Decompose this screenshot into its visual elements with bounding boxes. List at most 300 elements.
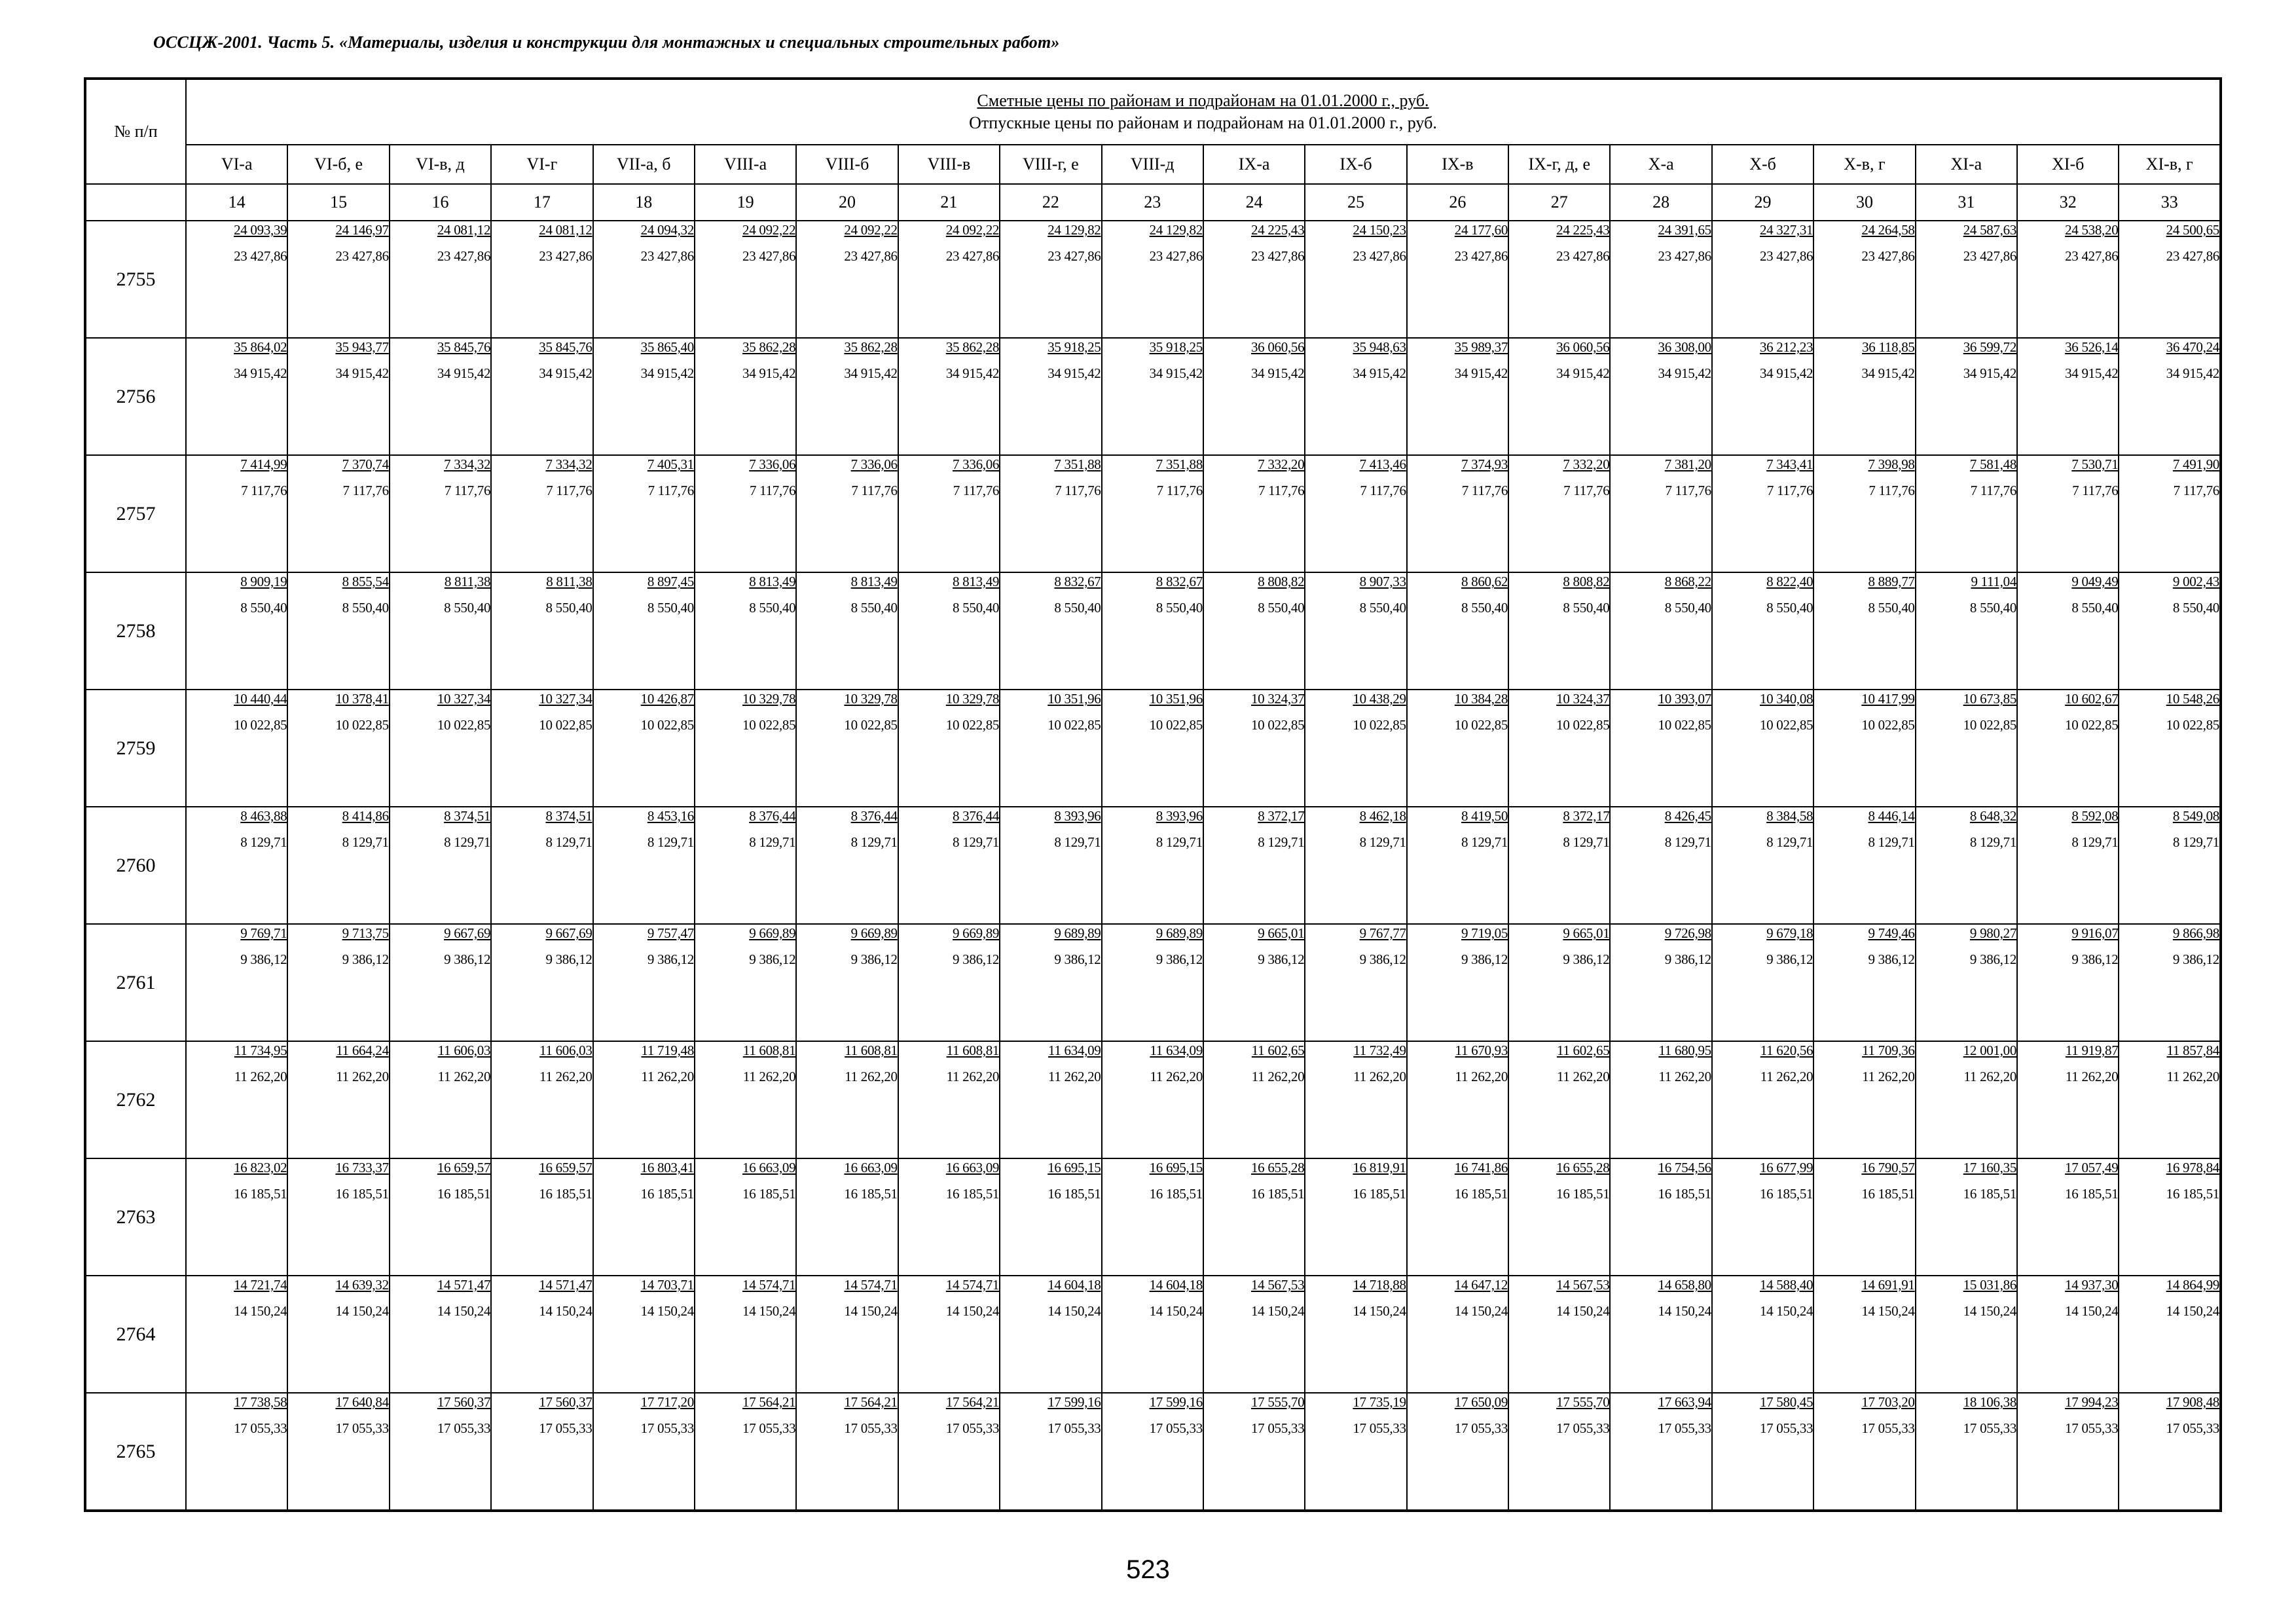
estimate-price: 16 823,02 <box>234 1160 287 1175</box>
price-cell <box>1508 924 1610 1041</box>
price-cell <box>287 221 389 338</box>
price-cell <box>796 807 898 924</box>
price-cell <box>1102 807 1203 924</box>
price-cell <box>796 1393 898 1511</box>
estimate-price: 14 658,80 <box>1658 1277 1711 1293</box>
release-price: 10 022,85 <box>437 717 491 733</box>
price-cell <box>695 1158 796 1276</box>
price-cell <box>898 338 1000 455</box>
estimate-price: 11 670,93 <box>1455 1043 1508 1058</box>
region-header: VIII-в <box>898 145 1000 184</box>
estimate-price: 14 567,53 <box>1556 1277 1610 1293</box>
estimate-price: 16 790,57 <box>1861 1160 1915 1175</box>
price-cell <box>390 924 491 1041</box>
row-number: 2764 <box>85 1276 186 1393</box>
price-cell <box>1203 1041 1305 1158</box>
price-cell <box>1203 572 1305 690</box>
release-price: 8 129,71 <box>2172 834 2219 850</box>
price-cell <box>1916 1041 2017 1158</box>
price-cell <box>2119 1041 2221 1158</box>
estimate-price: 11 606,03 <box>437 1043 491 1058</box>
price-cell <box>1102 221 1203 338</box>
price-cell <box>1203 1158 1305 1276</box>
column-number: 25 <box>1305 184 1406 221</box>
price-cell <box>287 572 389 690</box>
price-cell <box>186 1393 287 1511</box>
estimate-price: 11 709,36 <box>1862 1043 1915 1058</box>
price-cell <box>2119 221 2221 338</box>
price-cell <box>593 338 695 455</box>
release-price: 14 150,24 <box>234 1303 287 1319</box>
estimate-price: 36 118,85 <box>1862 339 1915 355</box>
release-price: 10 022,85 <box>1963 717 2017 733</box>
price-cell <box>491 1393 592 1511</box>
table-row <box>85 338 2221 455</box>
price-cell <box>2017 572 2119 690</box>
release-price: 8 129,71 <box>1258 834 1305 850</box>
release-price: 8 550,40 <box>1258 600 1305 616</box>
release-price: 8 129,71 <box>1461 834 1508 850</box>
release-price: 16 185,51 <box>1250 1186 1305 1202</box>
price-cell <box>2119 338 2221 455</box>
release-price: 10 022,85 <box>1149 717 1203 733</box>
price-cell <box>186 1158 287 1276</box>
estimate-price: 24 538,20 <box>2065 222 2119 238</box>
estimate-price: 9 757,47 <box>647 925 694 941</box>
release-price: 34 915,42 <box>2166 365 2219 381</box>
release-price: 23 427,86 <box>234 248 287 264</box>
price-cell <box>1916 690 2017 807</box>
release-price: 11 262,20 <box>437 1069 491 1084</box>
price-cell <box>898 455 1000 572</box>
release-price: 9 386,12 <box>545 951 592 967</box>
release-price: 9 386,12 <box>2172 951 2219 967</box>
price-cell <box>1102 1393 1203 1511</box>
release-price: 14 150,24 <box>1149 1303 1203 1319</box>
release-price: 9 386,12 <box>1766 951 1813 967</box>
release-price: 8 550,40 <box>1868 600 1915 616</box>
price-cell <box>1305 807 1406 924</box>
price-cell <box>1407 338 1508 455</box>
price-cell <box>1508 572 1610 690</box>
estimate-price: 10 340,08 <box>1759 691 1813 707</box>
region-header: IX-г, д, е <box>1508 145 1610 184</box>
estimate-price: 8 813,49 <box>749 574 796 589</box>
price-cell <box>695 807 796 924</box>
estimate-price: 7 414,99 <box>240 456 287 472</box>
price-cell <box>898 690 1000 807</box>
estimate-price: 8 463,88 <box>240 808 287 824</box>
release-price: 17 055,33 <box>539 1420 592 1436</box>
release-price: 7 117,76 <box>1868 483 1915 498</box>
price-cell <box>1712 924 1813 1041</box>
release-price: 8 129,71 <box>647 834 694 850</box>
estimate-price: 10 438,29 <box>1353 691 1406 707</box>
estimate-price: 14 588,40 <box>1759 1277 1813 1293</box>
release-price: 23 427,86 <box>1861 248 1915 264</box>
price-cell <box>491 455 592 572</box>
release-price: 8 550,40 <box>1969 600 2017 616</box>
release-price: 16 185,51 <box>1963 1186 2017 1202</box>
estimate-price: 35 845,76 <box>539 339 592 355</box>
release-price: 7 117,76 <box>1970 483 2017 498</box>
estimate-price: 8 372,17 <box>1258 808 1305 824</box>
release-price: 7 117,76 <box>1360 483 1406 498</box>
release-price: 14 150,24 <box>1048 1303 1101 1319</box>
price-cell <box>898 221 1000 338</box>
release-price: 34 915,42 <box>1149 365 1203 381</box>
estimate-price: 9 767,77 <box>1359 925 1406 941</box>
release-price: 8 129,71 <box>1766 834 1813 850</box>
release-price: 34 915,42 <box>234 365 287 381</box>
estimate-price: 14 571,47 <box>539 1277 592 1293</box>
price-cell <box>1102 455 1203 572</box>
price-cell <box>1813 455 1915 572</box>
release-price: 7 117,76 <box>444 483 491 498</box>
estimate-price: 17 717,20 <box>640 1394 694 1410</box>
price-cell <box>1610 1276 1711 1393</box>
release-price: 14 150,24 <box>742 1303 796 1319</box>
price-cell <box>1610 338 1711 455</box>
release-price: 10 022,85 <box>2065 717 2119 733</box>
release-price: 11 262,20 <box>1658 1069 1711 1084</box>
estimate-price: 35 989,37 <box>1454 339 1508 355</box>
price-cell <box>2017 455 2119 572</box>
release-price: 34 915,42 <box>1861 365 1915 381</box>
estimate-price: 9 713,75 <box>342 925 389 941</box>
release-price: 8 129,71 <box>1664 834 1711 850</box>
release-price: 8 550,40 <box>444 600 491 616</box>
price-cell <box>1916 1276 2017 1393</box>
price-cell <box>1102 1158 1203 1276</box>
estimate-price: 24 225,43 <box>1556 222 1610 238</box>
price-cell <box>1712 221 1813 338</box>
release-price: 10 022,85 <box>1861 717 1915 733</box>
estimate-price: 8 897,45 <box>647 574 694 589</box>
estimate-price: 7 381,20 <box>1664 456 1711 472</box>
release-price: 10 022,85 <box>539 717 592 733</box>
release-price: 14 150,24 <box>335 1303 389 1319</box>
estimate-price: 7 334,32 <box>444 456 491 472</box>
price-cell <box>491 690 592 807</box>
row-number: 2765 <box>85 1393 186 1511</box>
release-price: 8 550,40 <box>1359 600 1406 616</box>
row-number: 2759 <box>85 690 186 807</box>
estimate-price: 8 592,08 <box>2071 808 2119 824</box>
release-price: 10 022,85 <box>1658 717 1711 733</box>
price-cell <box>1712 1393 1813 1511</box>
price-cell <box>491 221 592 338</box>
region-header: X-а <box>1610 145 1711 184</box>
column-number: 18 <box>593 184 695 221</box>
release-price: 34 915,42 <box>844 365 898 381</box>
release-price: 16 185,51 <box>539 1186 592 1202</box>
estimate-price: 10 324,37 <box>1250 691 1305 707</box>
release-price: 10 022,85 <box>945 717 1000 733</box>
page-number: 523 <box>1126 1555 1170 1584</box>
estimate-price: 7 336,06 <box>749 456 796 472</box>
estimate-price: 8 393,96 <box>1054 808 1101 824</box>
estimate-price: 14 864,99 <box>2166 1277 2219 1293</box>
price-cell <box>1916 338 2017 455</box>
estimate-price: 17 560,37 <box>539 1394 592 1410</box>
release-price: 23 427,86 <box>1149 248 1203 264</box>
estimate-price: 11 634,09 <box>1048 1043 1101 1058</box>
estimate-price: 24 092,22 <box>844 222 898 238</box>
table-row <box>85 1158 2221 1276</box>
release-price: 11 262,20 <box>539 1069 592 1084</box>
price-cell <box>1305 1393 1406 1511</box>
price-cell <box>1000 338 1101 455</box>
estimate-price: 10 417,99 <box>1861 691 1915 707</box>
estimate-price: 9 111,04 <box>1971 574 2017 589</box>
estimate-price: 8 374,51 <box>545 808 592 824</box>
num-column-header: № п/п <box>85 79 186 184</box>
estimate-price: 10 548,26 <box>2166 691 2219 707</box>
release-price: 7 117,76 <box>647 483 694 498</box>
estimate-price: 10 673,85 <box>1963 691 2017 707</box>
release-price: 8 550,40 <box>1766 600 1813 616</box>
release-price: 8 129,71 <box>444 834 491 850</box>
release-price: 16 185,51 <box>1861 1186 1915 1202</box>
release-price: 7 117,76 <box>2072 483 2119 498</box>
estimate-price: 9 665,01 <box>1563 925 1610 941</box>
estimate-price: 16 663,09 <box>945 1160 1000 1175</box>
price-cell <box>593 572 695 690</box>
release-price: 34 915,42 <box>945 365 1000 381</box>
release-price: 17 055,33 <box>844 1420 898 1436</box>
estimate-price: 7 332,20 <box>1563 456 1610 472</box>
release-price: 9 386,12 <box>444 951 491 967</box>
estimate-price: 17 580,45 <box>1759 1394 1813 1410</box>
price-cell <box>1508 1041 1610 1158</box>
price-cell <box>186 455 287 572</box>
estimate-price: 9 719,05 <box>1461 925 1508 941</box>
estimate-price: 8 549,08 <box>2172 808 2219 824</box>
estimate-price: 16 741,86 <box>1454 1160 1508 1175</box>
region-header: XI-б <box>2017 145 2119 184</box>
release-price: 9 386,12 <box>1969 951 2017 967</box>
estimate-price: 35 865,40 <box>640 339 694 355</box>
estimate-price: 35 943,77 <box>335 339 389 355</box>
price-cell <box>898 1276 1000 1393</box>
region-header: X-в, г <box>1813 145 1915 184</box>
release-price: 14 150,24 <box>437 1303 491 1319</box>
release-price: 16 185,51 <box>2166 1186 2219 1202</box>
price-cell <box>593 221 695 338</box>
estimate-price: 11 608,81 <box>946 1043 1000 1058</box>
release-price: 14 150,24 <box>1556 1303 1610 1319</box>
price-cell <box>1813 338 1915 455</box>
release-price: 7 117,76 <box>1258 483 1305 498</box>
price-cell <box>1102 1276 1203 1393</box>
price-cell <box>796 221 898 338</box>
release-price: 34 915,42 <box>437 365 491 381</box>
release-price: 11 262,20 <box>845 1069 898 1084</box>
price-cell <box>1813 924 1915 1041</box>
row-number: 2761 <box>85 924 186 1041</box>
estimate-price: 10 378,41 <box>335 691 389 707</box>
estimate-price: 16 819,91 <box>1353 1160 1406 1175</box>
price-cell <box>1203 338 1305 455</box>
estimate-price: 17 599,16 <box>1149 1394 1203 1410</box>
estimate-price: 8 832,67 <box>1156 574 1203 589</box>
price-cell <box>1305 924 1406 1041</box>
region-header: XI-в, г <box>2119 145 2221 184</box>
price-cell <box>1610 690 1711 807</box>
estimate-price: 10 384,28 <box>1454 691 1508 707</box>
release-price: 8 129,71 <box>1054 834 1101 850</box>
release-price: 17 055,33 <box>2166 1420 2219 1436</box>
price-cell <box>2017 338 2119 455</box>
price-cell <box>1305 1041 1406 1158</box>
column-number: 30 <box>1813 184 1915 221</box>
price-cell <box>1610 572 1711 690</box>
release-price: 8 550,40 <box>545 600 592 616</box>
release-price: 34 915,42 <box>539 365 592 381</box>
release-price-header: Отпускные цены по районам и подрайонам на 01.01.2000 г., руб. <box>969 113 1437 132</box>
estimate-price: 7 491,90 <box>2172 456 2219 472</box>
price-cell <box>1305 1276 1406 1393</box>
price-cell <box>1000 924 1101 1041</box>
estimate-price: 36 060,56 <box>1556 339 1610 355</box>
estimate-price: 35 862,28 <box>742 339 796 355</box>
region-header: VIII-д <box>1102 145 1203 184</box>
price-cell <box>1712 455 1813 572</box>
release-price: 14 150,24 <box>1861 1303 1915 1319</box>
release-price: 11 262,20 <box>1556 1069 1610 1084</box>
price-cell <box>287 455 389 572</box>
release-price: 34 915,42 <box>1759 365 1813 381</box>
release-price: 8 550,40 <box>1664 600 1711 616</box>
estimate-price: 17 599,16 <box>1048 1394 1101 1410</box>
release-price: 23 427,86 <box>640 248 694 264</box>
release-price: 14 150,24 <box>1658 1303 1711 1319</box>
price-cell <box>1916 807 2017 924</box>
estimate-price: 16 659,57 <box>539 1160 592 1175</box>
price-cell <box>1102 690 1203 807</box>
region-header: VI-в, д <box>390 145 491 184</box>
price-cell <box>1000 455 1101 572</box>
estimate-price: 14 574,71 <box>945 1277 1000 1293</box>
release-price: 8 550,40 <box>850 600 898 616</box>
release-price: 7 117,76 <box>1766 483 1813 498</box>
region-header: VIII-г, е <box>1000 145 1101 184</box>
release-price: 16 185,51 <box>742 1186 796 1202</box>
release-price: 9 386,12 <box>850 951 898 967</box>
release-price: 11 262,20 <box>234 1069 287 1084</box>
release-price: 17 055,33 <box>1048 1420 1101 1436</box>
row-number: 2757 <box>85 455 186 572</box>
estimate-price: 9 669,89 <box>850 925 898 941</box>
estimate-price: 9 726,98 <box>1664 925 1711 941</box>
price-cell <box>593 924 695 1041</box>
release-price: 17 055,33 <box>1556 1420 1610 1436</box>
estimate-price: 11 606,03 <box>539 1043 592 1058</box>
estimate-price: 17 908,48 <box>2166 1394 2219 1410</box>
release-price: 11 262,20 <box>2065 1069 2119 1084</box>
estimate-price: 9 669,89 <box>953 925 1000 941</box>
release-price: 34 915,42 <box>640 365 694 381</box>
release-price: 8 550,40 <box>953 600 1000 616</box>
estimate-price: 9 667,69 <box>545 925 592 941</box>
price-cell <box>287 807 389 924</box>
estimate-price: 36 212,23 <box>1759 339 1813 355</box>
column-number: 23 <box>1102 184 1203 221</box>
price-cell <box>593 1041 695 1158</box>
release-price: 17 055,33 <box>2065 1420 2119 1436</box>
release-price: 34 915,42 <box>1658 365 1711 381</box>
release-price: 8 129,71 <box>2071 834 2119 850</box>
price-cell <box>390 807 491 924</box>
estimate-price: 35 845,76 <box>437 339 491 355</box>
price-cell <box>1813 221 1915 338</box>
price-cell <box>390 572 491 690</box>
price-table <box>84 77 2222 1512</box>
release-price: 8 129,71 <box>240 834 287 850</box>
price-cell <box>287 1393 389 1511</box>
price-cell <box>1203 455 1305 572</box>
release-price: 8 550,40 <box>1054 600 1101 616</box>
region-header: VI-б, е <box>287 145 389 184</box>
price-cell <box>1407 455 1508 572</box>
price-cell <box>1305 338 1406 455</box>
price-cell <box>1813 572 1915 690</box>
price-cell <box>1712 338 1813 455</box>
release-price: 8 550,40 <box>342 600 389 616</box>
estimate-price: 35 918,25 <box>1149 339 1203 355</box>
release-price: 34 915,42 <box>1250 365 1305 381</box>
release-price: 17 055,33 <box>1963 1420 2017 1436</box>
estimate-price: 35 864,02 <box>234 339 287 355</box>
release-price: 9 386,12 <box>2071 951 2119 967</box>
price-cell <box>695 1041 796 1158</box>
price-cell <box>390 338 491 455</box>
price-cell <box>1508 221 1610 338</box>
price-cell <box>1712 1276 1813 1393</box>
estimate-price: 12 001,00 <box>1963 1043 2017 1058</box>
estimate-price: 10 329,78 <box>844 691 898 707</box>
table-row <box>85 455 2221 572</box>
release-price: 9 386,12 <box>953 951 1000 967</box>
price-cell <box>1407 1041 1508 1158</box>
release-price: 16 185,51 <box>844 1186 898 1202</box>
price-cell <box>491 1276 592 1393</box>
price-cell <box>1916 455 2017 572</box>
release-price: 7 117,76 <box>1055 483 1101 498</box>
release-price: 16 185,51 <box>234 1186 287 1202</box>
price-cell <box>593 1393 695 1511</box>
column-number: 21 <box>898 184 1000 221</box>
release-price: 14 150,24 <box>1963 1303 2017 1319</box>
price-cell <box>186 1041 287 1158</box>
release-price: 11 262,20 <box>742 1069 796 1084</box>
price-cell <box>796 1041 898 1158</box>
estimate-price: 18 106,38 <box>1963 1394 2017 1410</box>
estimate-price: 14 574,71 <box>844 1277 898 1293</box>
release-price: 10 022,85 <box>234 717 287 733</box>
estimate-price: 24 092,22 <box>742 222 796 238</box>
release-price: 17 055,33 <box>742 1420 796 1436</box>
column-number: 27 <box>1508 184 1610 221</box>
estimate-price: 17 650,09 <box>1454 1394 1508 1410</box>
estimate-price: 11 734,95 <box>234 1043 287 1058</box>
release-price: 8 129,71 <box>749 834 796 850</box>
estimate-price: 14 721,74 <box>234 1277 287 1293</box>
estimate-price: 36 599,72 <box>1963 339 2017 355</box>
price-cell <box>186 807 287 924</box>
release-price: 16 185,51 <box>1658 1186 1711 1202</box>
